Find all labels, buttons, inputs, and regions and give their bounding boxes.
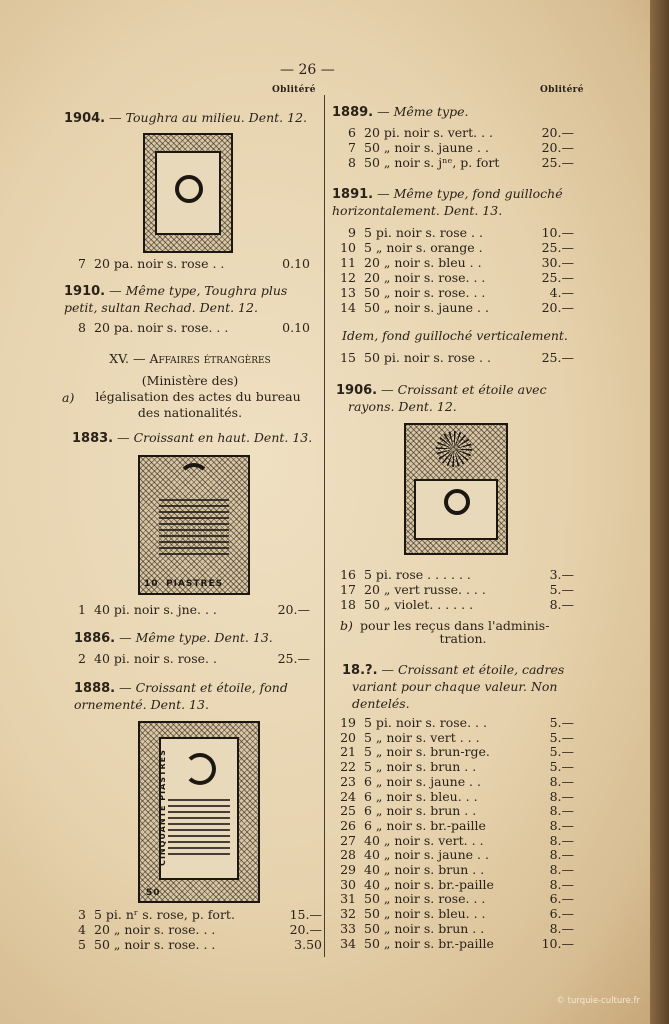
row-desc: 50 „ noir s. br.-paille bbox=[364, 935, 494, 951]
year-1889: 1889. bbox=[332, 105, 374, 120]
row-num: 9 bbox=[348, 225, 356, 240]
row-desc: 6 „ noir s. jaune . . bbox=[364, 773, 481, 789]
row-price: 8.— bbox=[549, 803, 574, 819]
table-row: 3 5 pi. nʳ s. rose, p. fort. 15.— bbox=[78, 907, 322, 922]
row-price: 8.— bbox=[549, 876, 574, 892]
row-price: 4.— bbox=[549, 285, 574, 300]
row-num: 14 bbox=[340, 300, 356, 315]
page-number: — 26 — bbox=[280, 62, 335, 78]
heading-1889 bbox=[332, 103, 468, 121]
heading-1886 bbox=[74, 629, 273, 647]
stamp-image-1904 bbox=[143, 133, 233, 253]
year-1910: 1910. bbox=[64, 284, 106, 299]
row-price: 30.— bbox=[541, 255, 574, 270]
row-desc: 5 „ noir s. orange . bbox=[364, 240, 483, 255]
row-desc: 5 „ noir s. brun-rge. bbox=[364, 744, 490, 760]
row-desc: 6 „ noir s. br.-paille bbox=[364, 817, 486, 833]
table-row bbox=[332, 862, 594, 877]
row-num: 11 bbox=[340, 255, 356, 270]
table-row bbox=[332, 255, 594, 270]
row-desc: 40 „ noir s. jaune . . bbox=[364, 847, 489, 863]
year-1886: 1886. bbox=[74, 631, 116, 646]
table-row: 16 5 pi. rose . . . . . . 3.— bbox=[340, 567, 574, 582]
heading-1883 bbox=[72, 429, 312, 447]
stamp-image-1888 bbox=[138, 721, 260, 903]
table-row: 5 50 „ noir s. rose. . . 3.50 bbox=[78, 937, 322, 952]
row-desc: 40 „ noir s. vert. . . bbox=[364, 832, 484, 848]
row-num: 33 bbox=[340, 920, 356, 936]
row-num: 13 bbox=[340, 285, 356, 300]
column-divider bbox=[324, 95, 325, 957]
row-price: 5.— bbox=[549, 715, 574, 730]
row-price: 6.— bbox=[549, 891, 574, 907]
row-num: 31 bbox=[340, 891, 356, 907]
row-num: 30 bbox=[340, 876, 356, 892]
heading-1891-line2: horizontalement. Dent. 13. bbox=[332, 203, 503, 218]
heading-1906 bbox=[336, 381, 547, 399]
row-desc: 5 pi. noir s. rose . . bbox=[364, 225, 483, 240]
row-num: 22 bbox=[340, 759, 356, 775]
year-1888: 1888. bbox=[74, 681, 116, 696]
table-row bbox=[332, 833, 594, 848]
table-row bbox=[332, 847, 594, 862]
table-row: 7 20 pa. noir s. rose . . 0.10 bbox=[78, 256, 310, 271]
heading-18q-line2: variant pour chaque valeur. Non bbox=[352, 679, 558, 694]
heading-1904-text: — Toughra au milieu. Dent. 12. bbox=[105, 110, 308, 125]
row-num: 34 bbox=[340, 935, 356, 951]
row-price: 6.— bbox=[549, 906, 574, 922]
heading-1889-text: — Même type. bbox=[373, 104, 469, 119]
row-price: 8.— bbox=[549, 817, 574, 833]
table-row bbox=[332, 818, 594, 833]
table-row bbox=[332, 744, 594, 759]
row-price: 5.— bbox=[549, 744, 574, 760]
heading-1891 bbox=[332, 185, 563, 203]
row-num: 19 bbox=[340, 715, 356, 730]
row-price: 8.— bbox=[549, 920, 574, 936]
table-row bbox=[332, 789, 594, 804]
row-price: 25.— bbox=[541, 270, 574, 285]
row-desc: 20 „ noir s. bleu . . bbox=[364, 255, 482, 270]
row-desc: 40 „ noir s. brun . . bbox=[364, 862, 485, 877]
row-desc: 50 „ noir s. rose. . . bbox=[364, 891, 486, 907]
stamp-1883-value: 10 bbox=[144, 579, 159, 589]
heading-1888-text: — Croissant et étoile, fond bbox=[115, 680, 288, 695]
row-num: 20 bbox=[340, 729, 356, 745]
table-row bbox=[332, 774, 594, 789]
row-num: 27 bbox=[340, 832, 356, 848]
section-line-3: des nationalités. bbox=[137, 405, 243, 420]
table-row: 6 20 pi. noir s. vert. . . 20.— bbox=[348, 125, 574, 140]
table-row bbox=[332, 936, 594, 951]
table-row: 17 20 „ vert russe. . . . 5.— bbox=[340, 582, 574, 597]
year-1891: 1891. bbox=[332, 187, 374, 202]
row-price: 8.— bbox=[549, 788, 574, 804]
table-row bbox=[332, 803, 594, 818]
row-num: 32 bbox=[340, 906, 356, 922]
row-num: 10 bbox=[340, 240, 356, 255]
row-price: 10.— bbox=[541, 225, 574, 240]
table-row bbox=[332, 715, 594, 730]
row-desc: 6 „ noir s. brun . . bbox=[364, 803, 477, 819]
heading-1904 bbox=[64, 109, 307, 127]
row-num: 25 bbox=[340, 803, 356, 819]
table-row bbox=[332, 225, 594, 240]
row-desc: 50 „ noir s. jaune . . bbox=[364, 300, 489, 315]
table-row: 18 50 „ violet. . . . . . 8.— bbox=[340, 597, 574, 612]
stamp-image-1906 bbox=[404, 423, 508, 555]
table-row bbox=[332, 906, 594, 921]
section-a-prefix: a) bbox=[62, 390, 75, 405]
table-row: 7 50 „ noir s. jaune . . 20.— bbox=[348, 140, 574, 155]
heading-1888 bbox=[74, 679, 288, 697]
oblitere-label-left: Oblitéré bbox=[272, 85, 316, 95]
table-row bbox=[332, 270, 594, 285]
stamp-image-1883 bbox=[138, 455, 250, 595]
row-num: 28 bbox=[340, 847, 356, 863]
row-num: 23 bbox=[340, 773, 356, 789]
table-row: 1 40 pi. noir s. jne. . . 20.— bbox=[78, 602, 310, 617]
table-row bbox=[332, 240, 594, 255]
section-line-1: (Ministère des) bbox=[141, 373, 239, 388]
heading-1910 bbox=[64, 282, 287, 300]
year-1906: 1906. bbox=[336, 383, 378, 398]
heading-18q-line3: dentelés. bbox=[352, 696, 410, 711]
heading-1891-text: — Même type, fond guilloché bbox=[373, 186, 563, 201]
row-price: 8.— bbox=[549, 773, 574, 789]
year-1904: 1904. bbox=[64, 111, 106, 126]
row-desc: 40 „ noir s. br.-paille bbox=[364, 876, 494, 892]
row-price: 8.— bbox=[549, 847, 574, 863]
table-row bbox=[332, 877, 594, 892]
oblitere-label-right: Oblitéré bbox=[540, 85, 584, 95]
heading-18q bbox=[342, 661, 564, 679]
year-1883: 1883. bbox=[72, 431, 114, 446]
heading-18q-text: — Croissant et étoile, cadres bbox=[377, 662, 565, 677]
heading-1910-text: — Même type, Toughra plus bbox=[105, 283, 288, 298]
row-price: 5.— bbox=[549, 759, 574, 775]
row-desc: 5 pi. noir s. rose. . . bbox=[364, 715, 487, 730]
section-b-prefix: b) bbox=[340, 618, 353, 633]
row-price: 5.— bbox=[549, 729, 574, 745]
row-num: 24 bbox=[340, 788, 356, 804]
row-desc: 5 „ noir s. vert . . . bbox=[364, 729, 480, 745]
row-desc: 20 „ noir s. rose. . . bbox=[364, 270, 486, 285]
row-desc: 5 „ noir s. brun . . bbox=[364, 759, 477, 775]
section-b-line1: pour les reçus dans l'adminis- bbox=[360, 618, 550, 633]
row-desc: 6 „ noir s. bleu. . . bbox=[364, 788, 478, 804]
row-num: 21 bbox=[340, 744, 356, 760]
table-row: 15 50 pi. noir s. rose . . 25.— bbox=[340, 350, 574, 365]
stamp-1883-label: PIASTRES bbox=[166, 579, 224, 589]
row-price: 20.— bbox=[541, 300, 574, 315]
row-price: 10.— bbox=[541, 935, 574, 951]
row-num: 26 bbox=[340, 817, 356, 833]
row-price: 8.— bbox=[549, 862, 574, 877]
row-price: 8.— bbox=[549, 832, 574, 848]
heading-1883-text: — Croissant en haut. Dent. 13. bbox=[113, 430, 313, 445]
table-row bbox=[332, 891, 594, 906]
year-18q: 18.?. bbox=[342, 663, 378, 678]
heading-1888-line2: ornementé. Dent. 13. bbox=[74, 697, 209, 712]
book-edge bbox=[650, 0, 669, 1024]
idem-heading: Idem, fond guilloché verticalement. bbox=[342, 328, 568, 343]
heading-1906-text: — Croissant et étoile avec bbox=[377, 382, 547, 397]
stamp-1888-label: CINQUANTE PIASTRES bbox=[157, 749, 167, 866]
row-num: 29 bbox=[340, 862, 356, 877]
section-b-line2: tration. bbox=[439, 631, 487, 646]
table-row bbox=[332, 921, 594, 936]
table-row: 2 40 pi. noir s. rose. . 25.— bbox=[78, 651, 310, 666]
copyright-notice: © turquie-culture.fr bbox=[556, 996, 640, 1006]
table-row: 8 20 pa. noir s. rose. . . 0.10 bbox=[78, 320, 310, 335]
table-row bbox=[332, 300, 594, 315]
row-desc: 50 „ noir s. rose. . . bbox=[364, 285, 486, 300]
row-num: 12 bbox=[340, 270, 356, 285]
table-row bbox=[332, 759, 594, 774]
row-desc: 50 „ noir s. brun . . bbox=[364, 920, 485, 936]
row-price: 25.— bbox=[541, 240, 574, 255]
heading-1906-line2: rayons. Dent. 12. bbox=[348, 399, 457, 414]
table-row bbox=[332, 285, 594, 300]
table-row: 8 50 „ noir s. jⁿᵉ, p. fort 25.— bbox=[348, 155, 574, 170]
heading-1910-line2: petit, sultan Rechad. Dent. 12. bbox=[64, 300, 258, 315]
row-desc: 50 „ noir s. bleu. . . bbox=[364, 906, 486, 922]
stamp-1888-value: 50 bbox=[146, 888, 161, 898]
section-title-xv: XV. — Affaires étrangères bbox=[109, 351, 271, 366]
heading-1886-text: — Même type. Dent. 13. bbox=[115, 630, 273, 645]
table-row: 4 20 „ noir s. rose. . . 20.— bbox=[78, 922, 322, 937]
section-line-2: légalisation des actes du bureau bbox=[95, 389, 301, 404]
table-row bbox=[332, 730, 594, 745]
